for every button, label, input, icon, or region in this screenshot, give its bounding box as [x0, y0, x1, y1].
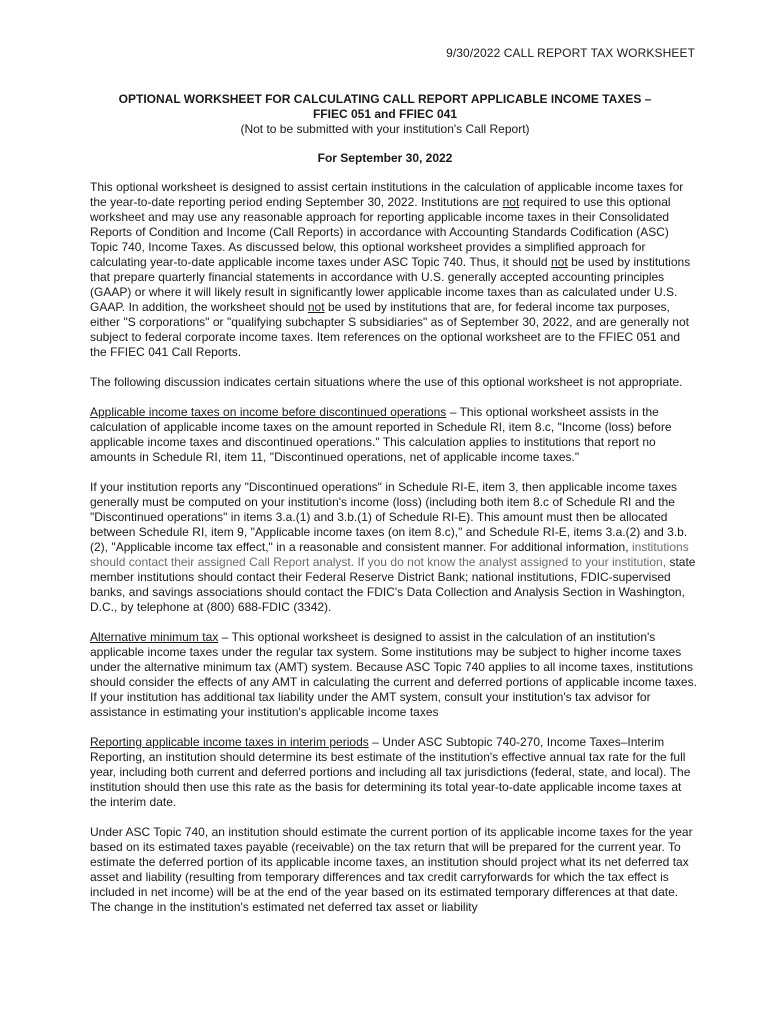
emphasis-not: not: [502, 195, 520, 209]
section-heading: Applicable income taxes on income before discontinued operations: [90, 405, 447, 419]
section-text: – Under ASC Subtopic 740-270, Income Taxes–Interim Reporting, an institution should determine its best estimate of the institution's effective annual tax rate for the full year, including both current and deferred portions and including all tax jurisdictions (federal, state, and local). The institution should then use this rate as the basis for determining its total year-to-date applicable income taxes at the interim date.: [90, 735, 691, 809]
detail-text-b: state member institutions should contact their Federal Reserve District Bank; national institutions, FDIC-supervised banks, and savings associations should contact the FDIC's Data Collection and Analysis Section in Washington, D.C., by telephone at (800) 688-FDIC (3342).: [90, 555, 696, 614]
document-body: [90, 180, 698, 930]
intro-paragraph: [90, 180, 698, 360]
document-date: For September 30, 2022: [317, 151, 453, 165]
section-heading: Reporting applicable income taxes in interim periods: [90, 735, 369, 749]
situations-paragraph: The following discussion indicates certain situations where the use of this optional worksheet is not appropriate.: [90, 375, 683, 389]
document-subtitle: (Not to be submitted with your institution's Call Report): [240, 122, 530, 136]
intro-text-c: be used by institutions that prepare quarterly financial statements in accordance with U.S. generally accepted accounting principles (GAAP) or where it will likely result in significantly lower applicable income taxes than as calculated under U.S. GAAP. In addition, the worksheet should: [90, 255, 691, 314]
emphasis-not: not: [307, 300, 325, 314]
document-title-line1: OPTIONAL WORKSHEET FOR CALCULATING CALL REPORT APPLICABLE INCOME TAXES –: [118, 92, 652, 106]
emphasis-not: not: [551, 255, 568, 269]
document-header: 9/30/2022 CALL REPORT TAX WORKSHEET: [446, 46, 695, 60]
interim-periods-paragraph: [90, 735, 698, 810]
amt-paragraph: [90, 630, 698, 720]
intro-text-b: required to use this optional worksheet and may use any reasonable approach for reporting applicable income taxes in their Consolidated Reports of Condition and Income (Call Reports) in accordance with Accounting Standards Codification (ASC) Topic 740, Income Taxes. As discussed below, this optional worksheet provides a simplified approach for calculating year-to-date applicable income taxes under ASC Topic 740. Thus, it should: [90, 195, 671, 269]
section-text: – This optional worksheet is designed to assist in the calculation of an institution's applicable income taxes under the regular tax system. Some institutions may be subject to higher income taxes under the alternative minimum tax (AMT) system. Because ASC Topic 740 applies to all income taxes, institutions should consider the effects of any AMT in calculating the current and deferred portions of applicable income taxes. If your institution has additional tax liability under the AMT system, consult your institution's tax advisor for assistance in estimating your institution's applicable income taxes: [90, 630, 697, 719]
intro-text-d: be used by institutions that are, for federal income tax purposes, either "S corporations" or "qualifying subchapter S subsidiaries" as of September 30, 2022, and are generally not subject to federal corporate income taxes. Item references on the optional worksheet are to the FFIEC 051 and the FFIEC 041 Call Reports.: [90, 300, 689, 359]
discontinued-operations-paragraph: [90, 405, 698, 465]
discontinued-operations-detail-paragraph: [90, 480, 698, 615]
title-block: [90, 92, 680, 166]
section-text: – This optional worksheet assists in the calculation of applicable income taxes on the amount reported in Schedule RI, item 8.c, "Income (loss) before applicable income taxes and discontinued operations." This calculation applies to institutions that report no amounts in Schedule RI, item 11, "Discontinued operations, net of applicable income taxes.": [90, 405, 672, 464]
detail-text-a: If your institution reports any "Discontinued operations" in Schedule RI-E, item 3, then applicable income taxes generally must be computed on your institution's income (loss) (including both item 8.c of Schedule RI and the "Discontinued operations" in items 3.a.(1) and 3.b.(1) of Schedule RI-E). This amount must then be allocated between Schedule RI, item 9, "Applicable income taxes (on item 8.c)," and Schedule RI-E, items 3.a.(2) and 3.b.(2), "Applicable income tax effect," in a reasonable and consistent manner. For additional information,: [90, 480, 688, 554]
detail-text-muted: institutions should contact their assigned Call Report analyst. If you do not know the analyst assigned to your institution,: [90, 540, 689, 569]
asc-topic-paragraph: Under ASC Topic 740, an institution should estimate the current portion of its applicable income taxes for the year based on its estimated taxes payable (receivable) on the tax return that will be prepared for the current year. To estimate the deferred portion of its applicable income taxes, an institution should project what its net deferred tax asset and liability (resulting from temporary differences and tax credit carryforwards for which the tax effect is included in net income) will be at the end of the year based on its estimated temporary differences at that date. The change in the institution's estimated net deferred tax asset or liability: [90, 825, 693, 914]
intro-text-a: This optional worksheet is designed to assist certain institutions in the calculation of applicable income taxes for the year-to-date reporting period ending September 30, 2022. Institutions are: [90, 180, 684, 209]
document-title-line2: FFIEC 051 and FFIEC 041: [312, 107, 458, 121]
section-heading: Alternative minimum tax: [90, 630, 219, 644]
